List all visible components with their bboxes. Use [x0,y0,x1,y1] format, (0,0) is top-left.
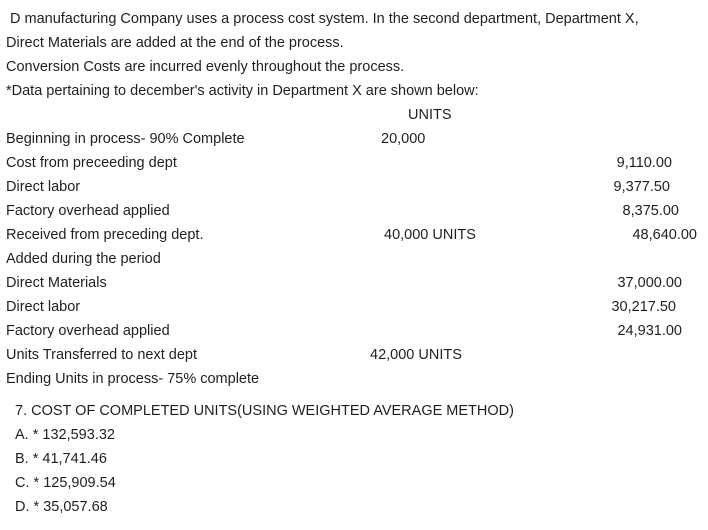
row-units: 20,000 [381,131,426,147]
row-label: Factory overhead applied [6,203,170,219]
intro-line-4: *Data pertaining to december's activity in Department X are shown below: [6,83,479,99]
row-units: 42,000 UNITS [370,347,462,363]
row-label: Cost from preceeding dept [6,155,177,171]
row-label: Direct labor [6,179,81,195]
row-label: Units Transferred to next dept [6,347,198,363]
question-text: 7. COST OF COMPLETED UNITS(USING WEIGHTED AVERAGE METHOD) [15,403,514,419]
intro-line-1: D manufacturing Company uses a process cost system. In the second department, Department X, [10,11,639,27]
row-label: Direct Materials [6,275,107,291]
row-amount: 30,217.50 [611,299,676,315]
intro-line-2: Direct Materials are added at the end of the process. [6,35,344,51]
row-label: Added during the period [6,251,161,267]
option-c[interactable]: C. * 125,909.54 [15,475,116,491]
row-units: 40,000 UNITS [384,227,476,243]
option-b[interactable]: B. * 41,741.46 [15,451,107,467]
row-amount: 8,375.00 [622,203,679,219]
row-label: Factory overhead applied [6,323,170,339]
row-amount: 37,000.00 [617,275,682,291]
row-label: Ending Units in process- 75% complete [6,371,260,387]
row-amount: 24,931.00 [617,323,682,339]
intro-line-3: Conversion Costs are incurred evenly throughout the process. [6,59,405,75]
option-a[interactable]: A. * 132,593.32 [15,427,115,443]
row-label: Received from preceding dept. [6,227,204,243]
option-d[interactable]: D. * 35,057.68 [15,499,108,515]
row-amount: 9,110.00 [616,155,672,171]
row-amount: 9,377.50 [613,179,670,195]
row-label: Beginning in process- 90% Complete [6,131,245,147]
row-amount: 48,640.00 [632,227,697,243]
row-label: Direct labor [6,299,81,315]
units-header: UNITS [408,107,452,123]
